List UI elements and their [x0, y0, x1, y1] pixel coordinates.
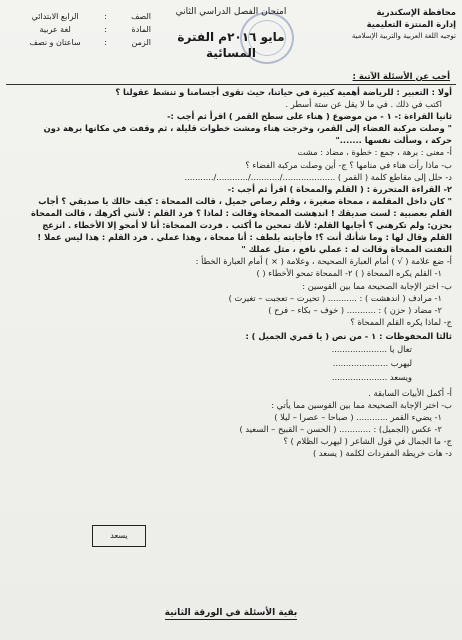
question-line: ٢- مضاد ( حزن ) : ........... ( خوف – بكاء – فرح )	[268, 304, 442, 315]
poem-line: ويسعد .....................	[331, 371, 412, 382]
exam-questions	[10, 86, 452, 460]
info-value: لغة عربية	[39, 25, 71, 34]
authority-block	[306, 6, 456, 42]
question-line: أ- ضع علامة ( √ ) أمام العبارة الصحيحة ، وعلامة ( × ) أمام العبارة الخطأ :	[195, 256, 452, 267]
question-line: ج- ما الجمال في قول الشاعر ( ليهرب الظلام ) ؟	[283, 436, 452, 447]
reading-heading: ثانيا القراءة :- ١ - من موضوع ( هناء على سطح القمر ) اقرأ ثم أجب :-	[167, 111, 452, 122]
info-row: الصف : الرابع الابتدائي	[6, 10, 151, 23]
memorization-heading: ثالثا المحفوظات : ١ - من نص ( يا قمري الجميل ) :	[245, 330, 452, 341]
question-line: ٢- عكس (الجميل) : ............ ( الحسن – القبيح – السعيد )	[239, 424, 442, 435]
exam-info	[6, 10, 151, 49]
question-line: ١- يضيء القمر ............ ( صباحا – عصرا – ليلا )	[274, 412, 442, 423]
poem-line: تعال يا .....................	[331, 343, 412, 354]
question-line: ج- لماذا يكره القلم الممحاة ؟	[350, 316, 452, 327]
footer-text: بقية الأسئلة في الورقة الثانية	[164, 608, 298, 618]
info-row: المادة : لغة عربية	[6, 23, 151, 36]
essay-question: أولا : التعبير : للرياضة أهمية كبيرة في حياتنا، حيث تقوى أجسامنا و تنشط عقولنا ؟	[115, 87, 452, 97]
essay-instruction: اكتب في ذلك . في ما لا يقل عن ستة أسطر .	[285, 99, 442, 110]
question-line: ب- اختر الإجابة الصحيحة مما بين القوسين :	[302, 280, 452, 291]
exam-date: مايو ٢٠١٦م الفترة المسائية	[177, 30, 285, 60]
question-line: ب- اختر الإجابة الصحيحة مما بين القوسين مما يأتي :	[271, 400, 452, 411]
exam-title-block	[156, 6, 306, 61]
info-label: المادة	[131, 25, 151, 34]
passage-line: " كان داخل المقلمة ، ممحاة صغيرة ، وقلم رصاص جميل ، قالت الممحاة : كيف حالك يا صديقي ؟ أجاب	[38, 195, 452, 206]
question-line: ب- ماذا رأت هناء في منامها ؟ ج- أين وصلت مركبة الفضاء ؟	[245, 159, 452, 170]
passage-line: القلم بعصبية : لست صديقك ! اندهشت الممحاة وقالت : لماذا ؟ فرد القلم : لأنني أكرهك ، قالت الممحاة	[30, 207, 452, 218]
question-line: د- حلل إلى مقاطع كلمة ( القمر ) ..................../.........../............/...........	[184, 171, 452, 182]
vocabulary-map-box: يسعد	[92, 525, 146, 547]
info-label: الزمن	[131, 38, 151, 47]
question-line: ١- مرادف ( اندهشت ) : ........... ( تحيرت – تعجبت – تغيرت )	[228, 292, 442, 303]
info-row: الزمن : ساعتان و نصف	[6, 36, 151, 49]
info-value: الرابع الابتدائي	[31, 12, 79, 21]
info-value: ساعتان و نصف	[29, 38, 81, 47]
question-line: أ- معنى : برهة ، جمع : خطوة ، مضاد : مشت	[297, 147, 452, 158]
authority-line: محافظة الإسكندرية	[376, 7, 456, 17]
question-line: أ- أكمل الأبيات السابقة .	[368, 387, 452, 398]
passage-line: بحزن: ولم تكرهني ؟ أجابها القلم: لأنك تمحين ما أكتب . فردت الممحاة: أنا لا أمحو إلا الأخطاء . انزعج	[42, 220, 452, 231]
passage-line: القلم وقال لها : وما شأنك أنت ؟! فأجابته بلطف : أنا ممحاة ، وهذا عملي . فرد القلم : هذا ليس عملا !	[37, 232, 452, 243]
exam-header	[6, 6, 456, 68]
info-label: الصف	[131, 12, 151, 21]
authority-line: توجيه اللغة العربية والتربية الإسلامية	[351, 32, 456, 40]
exam-title: امتحان الفصل الدراسي الثاني	[175, 7, 287, 17]
instruction: أجب عن الأسئلة الآتية :	[352, 72, 450, 82]
free-reading-heading: ٢- القراءة المتحررة : ( القلم والممحاة ) اقرأ ثم أجب :-	[227, 183, 452, 194]
question-line: د- هات خريطة المفردات لكلمة ( يسعد )	[313, 448, 452, 459]
poem-line: ليهرب .....................	[332, 357, 412, 368]
passage-line: " وصلت مركبة الفضاء إلى القمر، وخرجت هناء ومشت خطوات قليلة ، ثم وقفت في مكانها برهة دون	[43, 123, 452, 134]
divider	[6, 84, 456, 85]
footer-note	[0, 608, 462, 618]
question-line: ١- القلم يكره الممحاة ( ) ٢- الممحاة تمحو الأخطاء ( )	[256, 268, 442, 279]
passage-line: حركة ، وسألت نفسها ......."	[335, 135, 452, 146]
passage-line: التفتت الممحاة وقالت له : عملي نافع ، مثل عملك "	[241, 244, 452, 255]
authority-line: إدارة المنتزة التعليمية	[366, 19, 456, 29]
